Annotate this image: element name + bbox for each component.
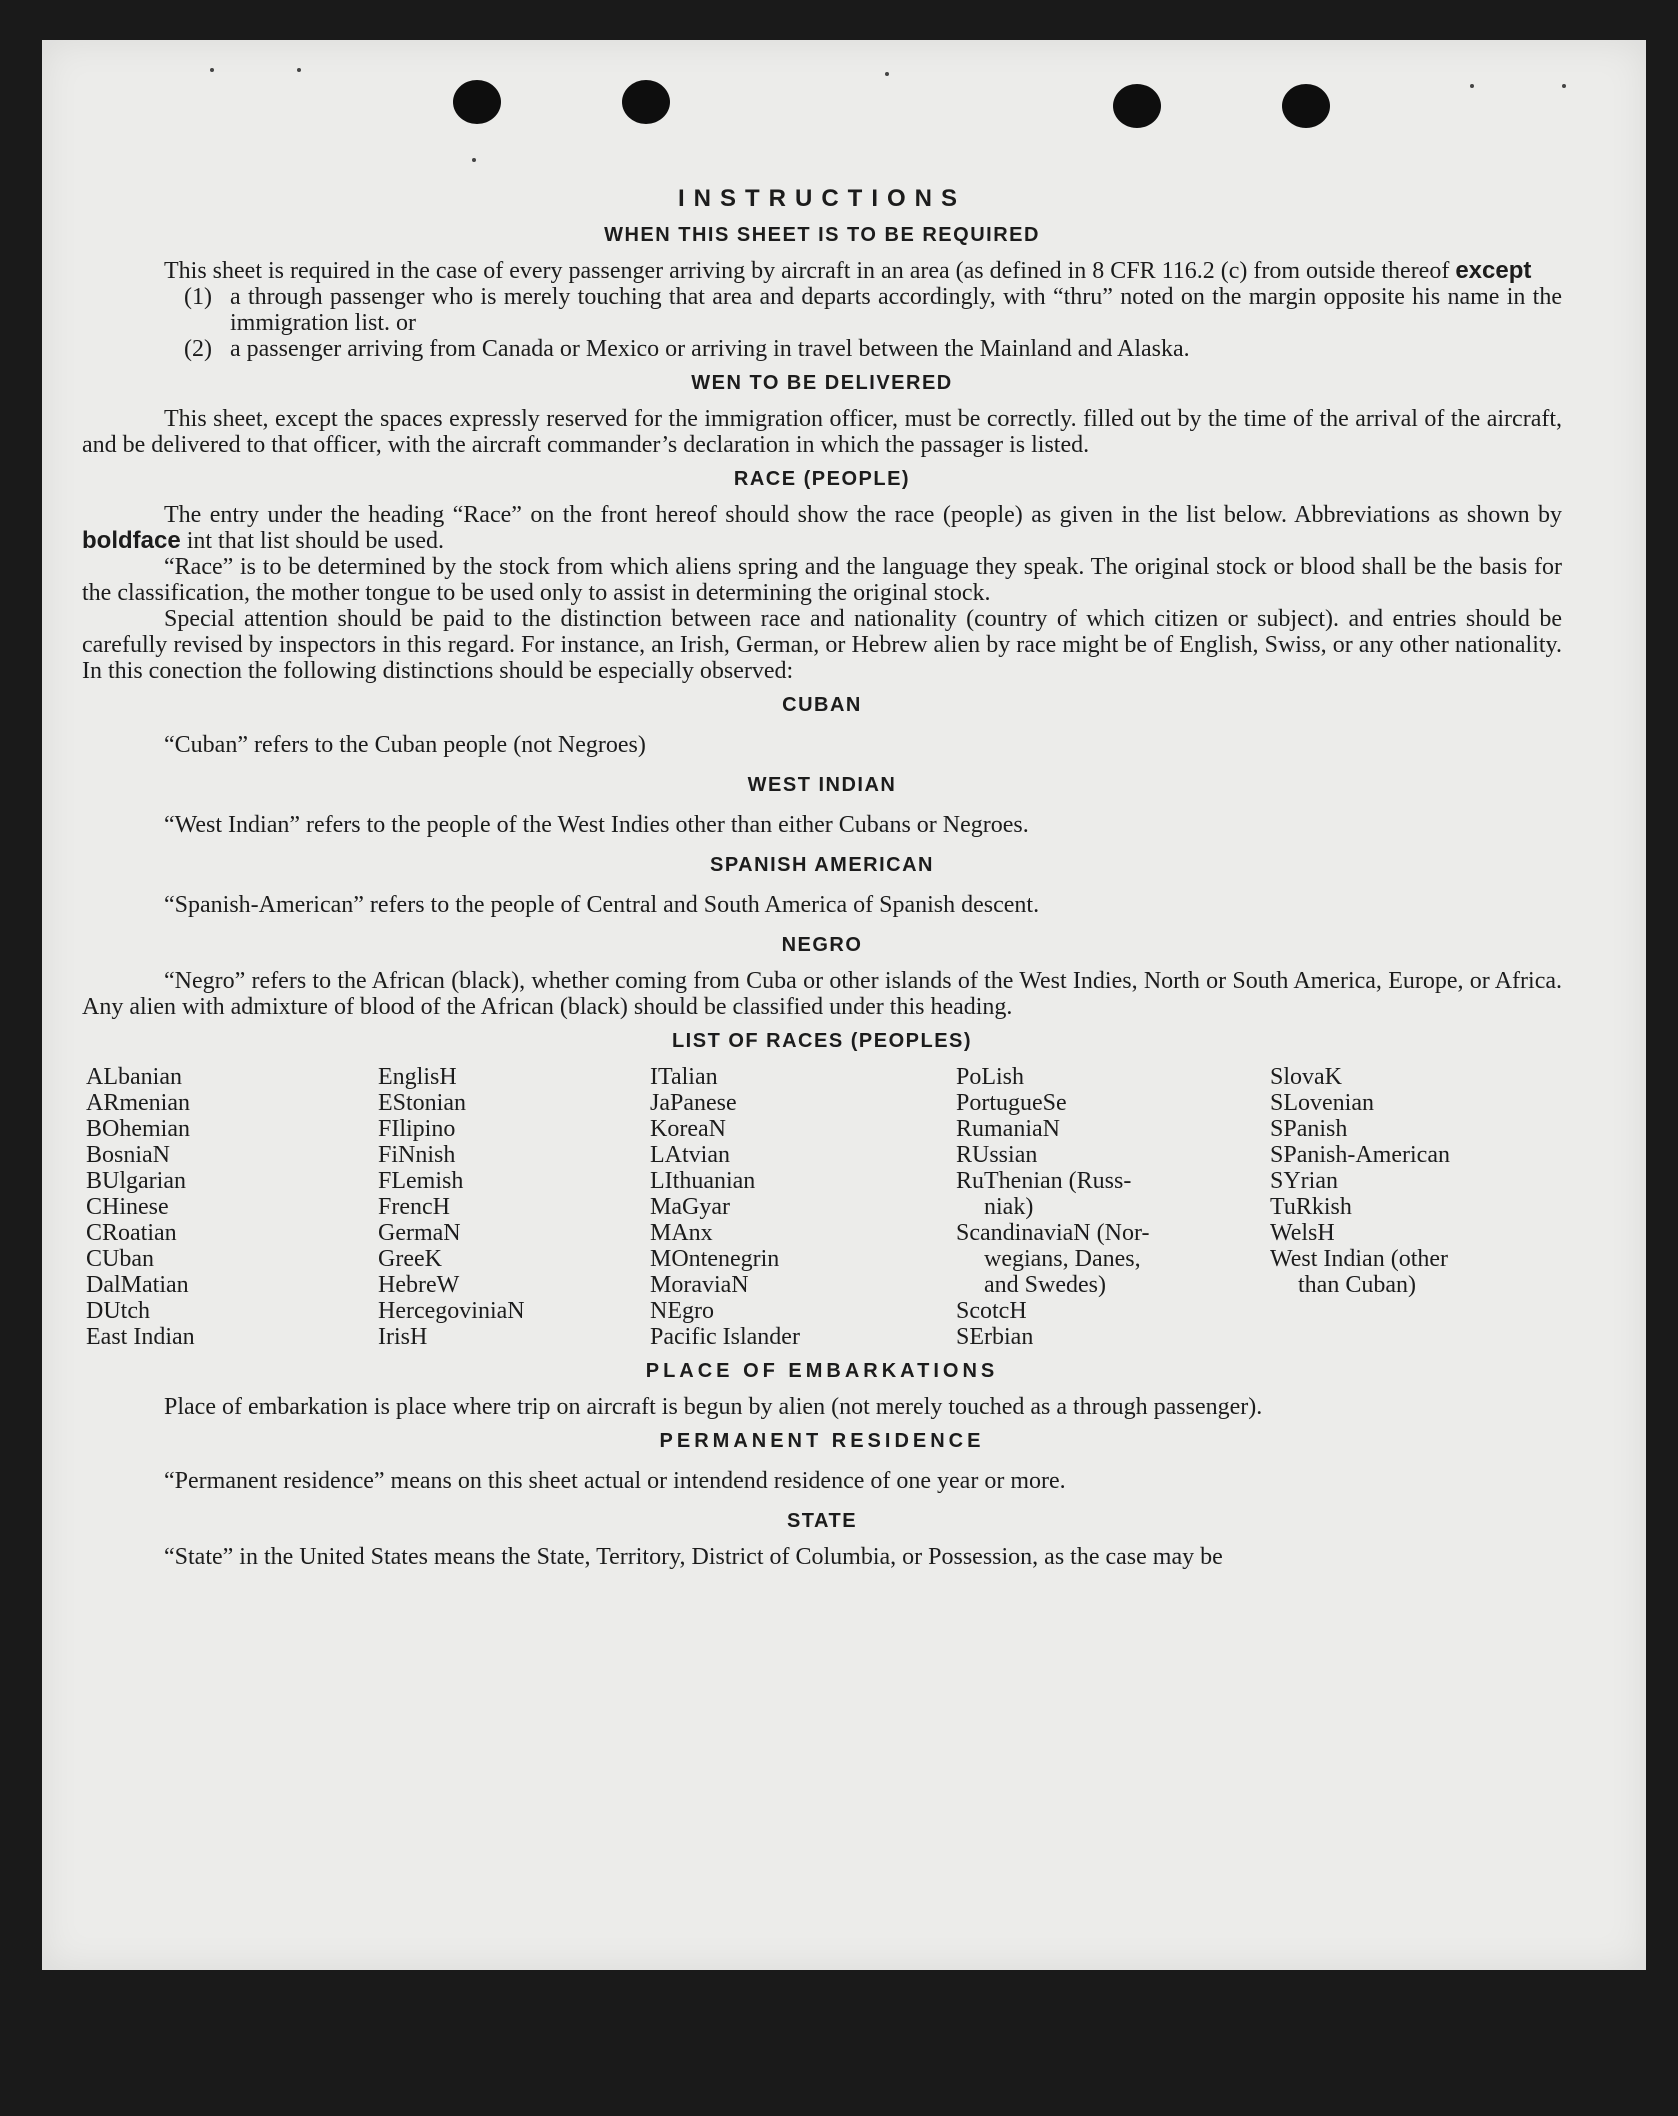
page-title: INSTRUCTIONS bbox=[678, 185, 966, 212]
list-item bbox=[184, 336, 1562, 362]
race-item: EnglisH bbox=[378, 1064, 457, 1090]
heading-negro: NEGRO bbox=[781, 934, 863, 956]
residence-definition: “Permanent residence” means on this sheet actual or intendend residence of one year or more. bbox=[164, 1468, 1066, 1494]
heading-west-indian: WEST INDIAN bbox=[747, 774, 897, 796]
race-text: The entry under the heading “Race” on the front hereof should show the race (people) as given in the list below. Abbreviations as shown by bbox=[164, 502, 1562, 528]
race-item: NEgro bbox=[650, 1298, 714, 1324]
speck bbox=[297, 68, 301, 72]
race-item: CUban bbox=[86, 1246, 154, 1272]
race-boldface: boldface bbox=[82, 527, 181, 554]
heading-race: RACE (PEOPLE) bbox=[733, 468, 911, 490]
race-text-after: int that list should be used. bbox=[186, 528, 445, 554]
required-except: except bbox=[1455, 257, 1532, 284]
race-item: ITalian bbox=[650, 1064, 718, 1090]
race-item: MOntenegrin bbox=[650, 1246, 780, 1272]
race-item-continued: wegians, Danes, bbox=[984, 1246, 1141, 1272]
race-item: FrencH bbox=[378, 1194, 450, 1220]
cuban-definition: “Cuban” refers to the Cuban people (not Negroes) bbox=[164, 732, 646, 758]
race-item: SPanish bbox=[1270, 1116, 1348, 1142]
race-paragraph-3: Special attention should be paid to the distinction between race and nationality (country of which citizen or subject). and entries should be carefully revised by inspectors in this regard. For instance, an Irish, German, or Hebrew alien by race might be of English, Swiss, or any other nationality. In this conection the following distinctions should be especially observed: bbox=[82, 606, 1562, 684]
race-item: IrisH bbox=[378, 1324, 428, 1350]
race-paragraph-1 bbox=[82, 502, 1562, 554]
speck bbox=[885, 72, 889, 76]
heading-spanish-american: SPANISH AMERICAN bbox=[709, 854, 934, 876]
punch-hole bbox=[1282, 84, 1330, 128]
races-column-2 bbox=[378, 1064, 650, 1350]
required-paragraph bbox=[82, 258, 1562, 284]
race-item: SlovaK bbox=[1270, 1064, 1342, 1090]
document-page bbox=[42, 40, 1646, 1970]
race-item: ScandinaviaN (Nor- bbox=[956, 1220, 1150, 1246]
race-item: SYrian bbox=[1270, 1168, 1338, 1194]
spanish-american-definition: “Spanish-American” refers to the people of Central and South America of Spanish descent. bbox=[164, 892, 1040, 918]
race-item: JaPanese bbox=[650, 1090, 737, 1116]
race-item: ARmenian bbox=[86, 1090, 190, 1116]
race-item: SLovenian bbox=[1270, 1090, 1374, 1116]
heading-permanent-residence: PERMANENT RESIDENCE bbox=[659, 1430, 985, 1452]
item-text: a passenger arriving from Canada or Mexico or arriving in travel between the Mainland and Alaska. bbox=[230, 336, 1190, 362]
races-column-3 bbox=[650, 1064, 956, 1350]
punch-hole bbox=[1113, 84, 1161, 128]
race-item: BUlgarian bbox=[86, 1168, 186, 1194]
race-item-continued: and Swedes) bbox=[984, 1272, 1106, 1298]
race-item-continued: niak) bbox=[984, 1194, 1034, 1220]
race-item: SPanish-American bbox=[1270, 1142, 1450, 1168]
race-item: RUssian bbox=[956, 1142, 1038, 1168]
race-item: RumaniaN bbox=[956, 1116, 1060, 1142]
heading-cuban: CUBAN bbox=[782, 694, 862, 716]
speck bbox=[1562, 84, 1566, 88]
race-item: GermaN bbox=[378, 1220, 461, 1246]
race-paragraph-2: “Race” is to be determined by the stock from which aliens spring and the language they speak. The original stock or blood shall be the basis for the classification, the mother tongue to be used only to assist in determining the original stock. bbox=[82, 554, 1562, 606]
races-column-4 bbox=[956, 1064, 1270, 1350]
race-item: MoraviaN bbox=[650, 1272, 749, 1298]
race-item: West Indian (other bbox=[1270, 1246, 1449, 1272]
race-item: DUtch bbox=[86, 1298, 150, 1324]
race-item: LIthuanian bbox=[650, 1168, 756, 1194]
item-number: (2) bbox=[184, 336, 212, 362]
heading-list-of-races: LIST OF RACES (PEOPLES) bbox=[671, 1030, 973, 1052]
state-definition: “State” in the United States means the State, Territory, District of Columbia, or Possession, as the case may be bbox=[164, 1544, 1223, 1570]
speck bbox=[1470, 84, 1474, 88]
race-item: Pacific Islander bbox=[650, 1324, 800, 1350]
race-item: East Indian bbox=[86, 1324, 195, 1350]
race-item: ALbanian bbox=[86, 1064, 182, 1090]
races-list bbox=[86, 1064, 1562, 1350]
heading-required: WHEN THIS SHEET IS TO BE REQUIRED bbox=[604, 224, 1040, 246]
instructions-body bbox=[82, 178, 1562, 1570]
races-column-5 bbox=[1270, 1064, 1562, 1350]
race-item: BosniaN bbox=[86, 1142, 170, 1168]
race-item: CHinese bbox=[86, 1194, 169, 1220]
race-item: TuRkish bbox=[1270, 1194, 1352, 1220]
race-item: WelsH bbox=[1270, 1220, 1335, 1246]
heading-delivered: WEN TO BE DELIVERED bbox=[691, 372, 953, 394]
race-item: HebreW bbox=[378, 1272, 460, 1298]
race-item: MaGyar bbox=[650, 1194, 730, 1220]
race-item: PortugueSe bbox=[956, 1090, 1067, 1116]
races-column-1 bbox=[86, 1064, 378, 1350]
race-item: PoLish bbox=[956, 1064, 1025, 1090]
exception-list bbox=[184, 284, 1562, 362]
negro-definition: “Negro” refers to the African (black), whether coming from Cuba or other islands of the West Indies, North or South America, Europe, or Africa. Any alien with admixture of blood of the African (black) should be classified under this heading. bbox=[82, 968, 1562, 1020]
race-item: CRoatian bbox=[86, 1220, 177, 1246]
required-text: This sheet is required in the case of every passenger arriving by aircraft in an area (as defined in 8 CFR 116.2 (c) from outside thereof bbox=[164, 258, 1450, 284]
race-item: SErbian bbox=[956, 1324, 1034, 1350]
race-item: DalMatian bbox=[86, 1272, 189, 1298]
heading-embarkation: PLACE OF EMBARKATIONS bbox=[645, 1360, 999, 1382]
scan-border bbox=[0, 1970, 1678, 2116]
west-indian-definition: “West Indian” refers to the people of the West Indies other than either Cubans or Negroes. bbox=[164, 812, 1029, 838]
race-item: FiNnish bbox=[378, 1142, 456, 1168]
race-item-continued: than Cuban) bbox=[1298, 1272, 1416, 1298]
item-number: (1) bbox=[184, 284, 212, 310]
race-item: MAnx bbox=[650, 1220, 713, 1246]
speck bbox=[210, 68, 214, 72]
delivered-paragraph: This sheet, except the spaces expressly reserved for the immigration officer, must be correctly. filled out by the time of the arrival of the aircraft, and be delivered to that officer, with the aircraft commander’s declaration in which the passager is listed. bbox=[82, 406, 1562, 458]
punch-hole bbox=[453, 80, 501, 124]
race-item: HercegoviniaN bbox=[378, 1298, 525, 1324]
punch-hole bbox=[622, 80, 670, 124]
race-item: BOhemian bbox=[86, 1116, 190, 1142]
list-item bbox=[184, 284, 1562, 336]
speck bbox=[472, 158, 476, 162]
race-item: FLemish bbox=[378, 1168, 464, 1194]
item-text: a through passenger who is merely touching that area and departs accordingly, with “thru” noted on the margin opposite his name in the immigration list. or bbox=[230, 284, 1562, 336]
embarkation-definition: Place of embarkation is place where trip on aircraft is begun by alien (not merely touched as a through passenger). bbox=[164, 1394, 1263, 1420]
race-item: EStonian bbox=[378, 1090, 466, 1116]
race-item: LAtvian bbox=[650, 1142, 730, 1168]
race-item: ScotcH bbox=[956, 1298, 1027, 1324]
race-item: RuThenian (Russ- bbox=[956, 1168, 1132, 1194]
race-item: KoreaN bbox=[650, 1116, 726, 1142]
race-item: FIlipino bbox=[378, 1116, 456, 1142]
heading-state: STATE bbox=[786, 1510, 858, 1532]
race-item: GreeK bbox=[378, 1246, 442, 1272]
